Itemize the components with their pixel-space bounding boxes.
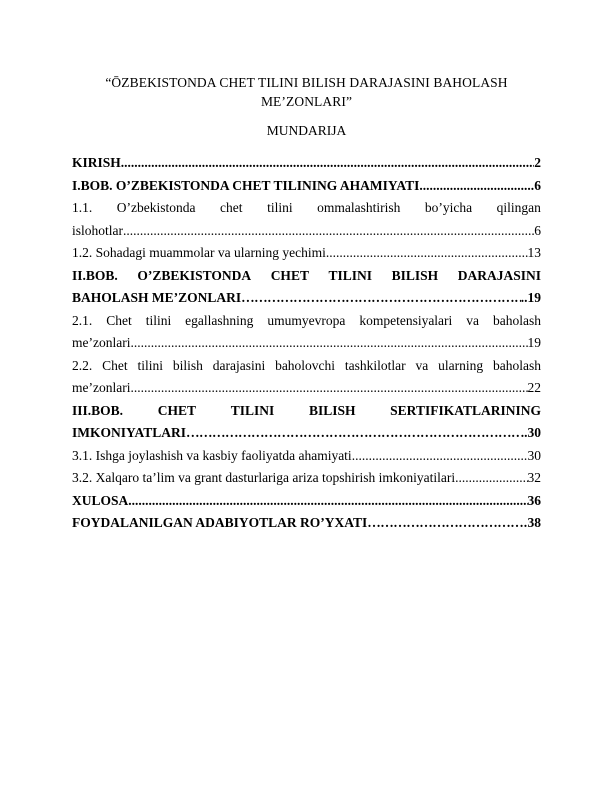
toc-word: Chet — [106, 312, 132, 328]
toc-page-number: 6 — [534, 222, 541, 238]
toc-entry-3-1 — [72, 445, 541, 468]
toc-word: chet — [220, 200, 243, 215]
toc-entry-text: XULOSA — [72, 492, 129, 508]
toc-word: ommalashtirish — [317, 200, 401, 215]
toc-word: CHET — [157, 402, 196, 418]
toc-word: ularning — [438, 357, 484, 373]
toc-word: III.BOB. — [72, 402, 124, 418]
toc-word: tilini — [145, 312, 172, 328]
toc-entry-references — [72, 512, 541, 535]
toc-leader-dots — [130, 332, 527, 355]
table-of-contents — [72, 152, 541, 535]
toc-word: Chet — [102, 357, 128, 373]
toc-page-number: 36 — [527, 492, 541, 508]
toc-entry-text: me’zonlari — [72, 335, 131, 350]
toc-word: tilini — [267, 200, 293, 215]
toc-word: tilini — [137, 357, 163, 373]
toc-word: BILISH — [391, 267, 439, 283]
toc-leader-dots — [130, 377, 527, 400]
toc-word: O’zbekistonda — [116, 200, 196, 215]
toc-word: kompetensiyalari — [359, 312, 453, 328]
toc-leader-dots — [326, 242, 528, 265]
toc-word: va — [415, 357, 429, 373]
toc-entry-chapter-1 — [72, 175, 541, 198]
toc-entry-3-2 — [72, 467, 541, 490]
toc-entry-1-1-line-1 — [72, 197, 541, 220]
toc-word: baholash — [493, 312, 541, 328]
toc-page-number: 38 — [527, 515, 541, 530]
toc-word: O’ZBEKISTONDA — [137, 267, 252, 283]
toc-word: 2.1. — [72, 312, 93, 328]
toc-page-number: ..19 — [520, 290, 541, 305]
toc-leader-dots — [121, 152, 534, 175]
toc-leader-dots — [455, 467, 527, 490]
toc-entry-text: 3.1. Ishga joylashish va kasbiy faoliyatda ahamiyati — [72, 447, 352, 463]
toc-page-number: ..30 — [520, 425, 541, 440]
toc-entry-text: I.BOB. O’ZBEKISTONDA CHET TILINING AHAMIYATI — [72, 177, 420, 193]
toc-entry-text: FOYDALANILGAN ADABIYOTLAR RO’YXATI — [72, 515, 368, 530]
toc-word: SERTIFIKATLARINING — [390, 402, 541, 418]
toc-entry-text: BAHOLASH ME’ZONLARI — [72, 290, 242, 305]
toc-entry-1-1-line-2 — [72, 220, 541, 243]
toc-entry-chapter-2-line-2 — [72, 287, 541, 310]
toc-page-number: 22 — [527, 380, 541, 395]
toc-leader-dots — [241, 287, 521, 310]
toc-entry-text: 1.2. Sohadagi muammolar va ularning yechimi — [72, 245, 326, 260]
toc-leader-dots — [128, 490, 527, 513]
toc-leader-dots — [123, 220, 534, 243]
toc-page-number: 19 — [527, 335, 541, 350]
toc-word: darajasini — [212, 357, 266, 373]
toc-entry-text: me’zonlari — [72, 380, 131, 395]
toc-leader-dots — [186, 422, 521, 445]
toc-word: TILINI — [328, 267, 373, 283]
toc-page-number: 30 — [527, 447, 541, 463]
toc-entry-xulosa — [72, 490, 541, 513]
toc-page-number: 6 — [534, 177, 541, 193]
toc-word: bo’yicha — [424, 200, 473, 215]
toc-word: BILISH — [308, 402, 356, 418]
toc-leader-dots — [419, 175, 534, 198]
toc-entry-2-2-line-1 — [72, 355, 541, 378]
toc-word: egallashning — [185, 312, 254, 328]
toc-word: baholash — [493, 357, 541, 373]
toc-word: tashkilotlar — [344, 357, 406, 373]
contents-heading: MUNDARIJA — [266, 123, 347, 138]
toc-entry-text: IMKONIYATLARI — [72, 425, 187, 440]
toc-word: 2.2. — [72, 357, 93, 373]
toc-word: qilingan — [496, 200, 541, 215]
toc-leader-dots — [367, 512, 527, 535]
toc-entry-kirish — [72, 152, 541, 175]
toc-entry-2-1-line-2 — [72, 332, 541, 355]
toc-page-number: 13 — [527, 245, 541, 260]
toc-word: II.BOB. — [72, 267, 118, 283]
toc-word: umumyevropa — [267, 312, 346, 328]
toc-word: 1.1. — [72, 200, 93, 215]
toc-word: DARAJASINI — [457, 267, 541, 283]
document-title — [72, 73, 541, 111]
toc-word: bilish — [172, 357, 203, 373]
title-line-1: “ŌZBEKISTONDA CHET TILINI BILISH DARAJASINI BAHOLASH — [105, 75, 508, 90]
toc-entry-chapter-3-line-2 — [72, 422, 541, 445]
toc-word: baholovchi — [275, 357, 336, 373]
toc-entry-text: islohotlar — [72, 222, 123, 238]
toc-page-number: 32 — [527, 470, 541, 485]
toc-entry-text: 3.2. Xalqaro ta’lim va grant dasturlariga ariza topshirish imkoniyatilari — [72, 470, 456, 485]
toc-word: TILINI — [230, 402, 275, 418]
title-line-2: ME’ZONLARI” — [260, 94, 353, 109]
toc-entry-text: KIRISH — [72, 155, 121, 170]
toc-entry-chapter-3-line-1 — [72, 400, 541, 423]
toc-entry-1-2 — [72, 242, 541, 265]
toc-word: va — [466, 312, 480, 328]
toc-page-number: 2 — [534, 155, 541, 170]
toc-entry-chapter-2-line-1 — [72, 265, 541, 288]
toc-entry-2-2-line-2 — [72, 377, 541, 400]
toc-leader-dots — [352, 445, 528, 468]
toc-word: CHET — [270, 267, 309, 283]
toc-entry-2-1-line-1 — [72, 310, 541, 333]
